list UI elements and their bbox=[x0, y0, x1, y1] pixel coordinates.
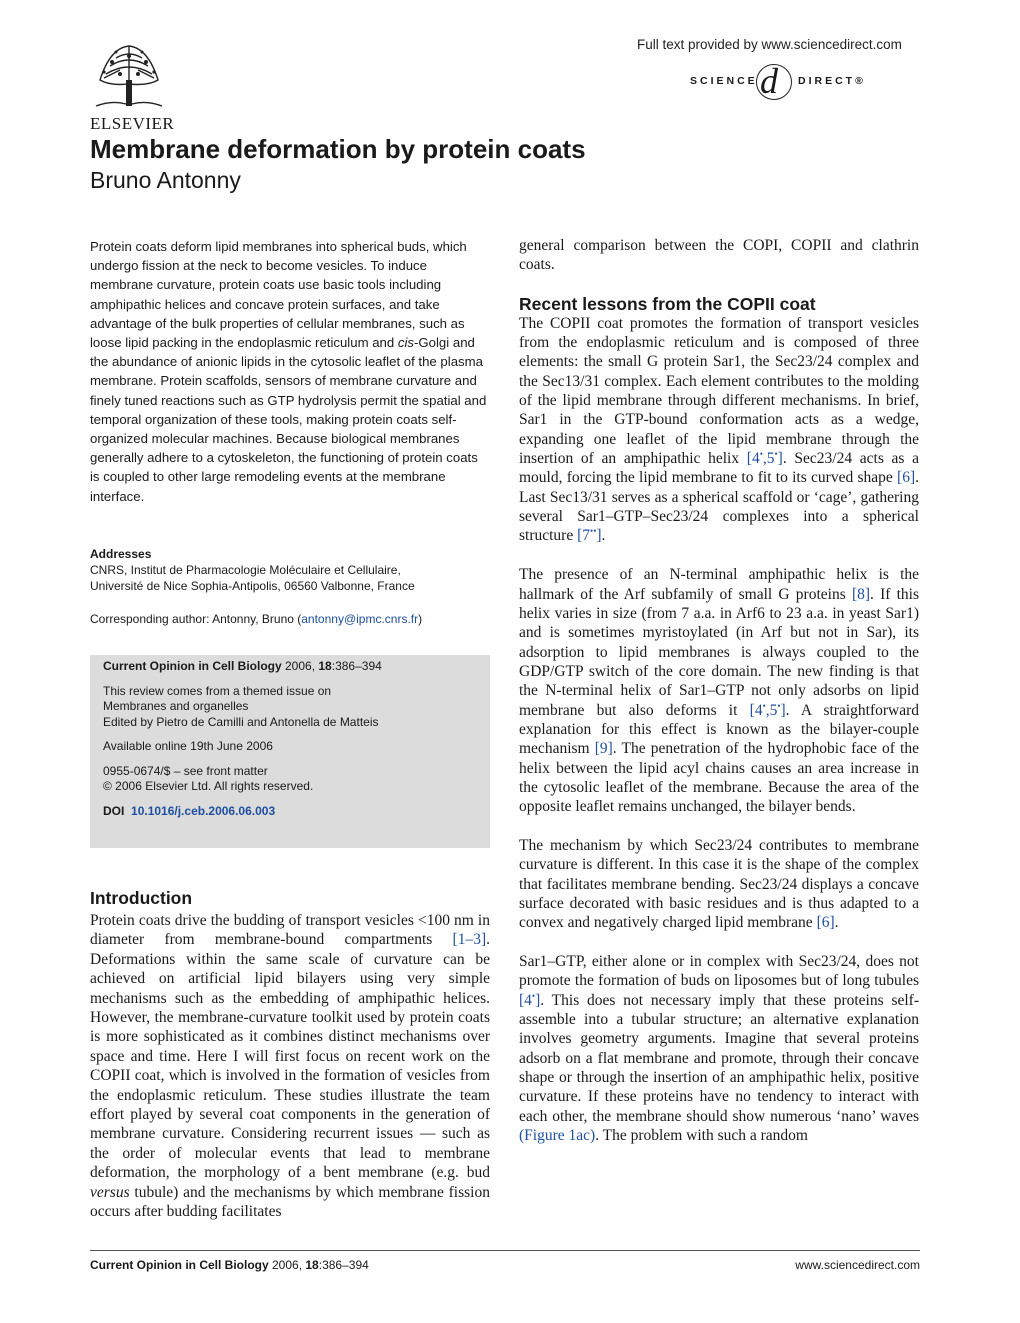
intro-text-2: . Deformations within the same scale of curvature can be achieved on artificial lipid bilayers using very simple mechanisms such as the embedding of amphipathic helices. However, the membrane-curvature toolkit used by protein coats is more sophisticated as it combines distinct mechanisms over space and time. Here I will first focus on recent work on the COPII coat, which is involved in the formation of vesicles from the endoplasmic reticulum. These studies illustrate the team effort played by several coat components in the generation of membrane curvature. Considering recurrent issues — such as the order of molecular events that lead to membrane deformation, the morphology of a bent membrane (e.g. bud bbox=[90, 931, 490, 1182]
full-text-provided-by: Full text provided by www.sciencedirect.com bbox=[637, 37, 902, 52]
intro-versus: versus bbox=[90, 1183, 130, 1201]
copii-p2-text-3: . A straightforward explanation for this effect is known as the bilayer-couple mechanism bbox=[519, 701, 919, 758]
sd-logo-science: SCIENCE bbox=[690, 75, 758, 87]
copii-p4-text-3: . The problem with such a random bbox=[595, 1127, 808, 1145]
sd-logo-d: d bbox=[760, 61, 778, 101]
issn: 0955-0674/$ – see front matter bbox=[103, 763, 268, 778]
sciencedirect-logo bbox=[690, 61, 920, 101]
introduction-text bbox=[90, 911, 490, 1222]
copyright-block bbox=[103, 764, 490, 795]
article-author: Bruno Antonny bbox=[90, 167, 241, 193]
ref-link-6[interactable]: [6] bbox=[897, 469, 916, 487]
address-line-1: CNRS, Institut de Pharmacologie Moléculaire et Cellulaire, bbox=[90, 563, 401, 577]
ref-link-7[interactable]: [7••] bbox=[577, 526, 602, 545]
paragraph-gap bbox=[519, 546, 919, 565]
corresponding-author bbox=[90, 611, 490, 627]
copii-heading: Recent lessons from the COPII coat bbox=[519, 293, 816, 314]
corresponding-prefix: Corresponding author: Antonny, Bruno ( bbox=[90, 612, 302, 626]
ref-link-4-5-b[interactable]: [4•,5•] bbox=[749, 700, 786, 719]
copii-paragraph-1 bbox=[519, 314, 919, 546]
copii-p2-text-1: The presence of an N-terminal amphipathic helix is the hallmark of the Arf subfamily of small G proteins bbox=[519, 566, 919, 603]
doi-link[interactable]: 10.1016/j.ceb.2006.06.003 bbox=[131, 803, 276, 818]
themed-issue-editors: Edited by Pietro de Camilli and Antonella de Matteis bbox=[103, 714, 379, 729]
abstract-cis: cis bbox=[397, 335, 415, 351]
right-column bbox=[519, 236, 919, 1145]
elsevier-wordmark: ELSEVIER bbox=[90, 114, 175, 133]
themed-issue bbox=[103, 684, 490, 731]
copii-p2-text-4: . The penetration of the hydrophobic face of the helix between the lipid acyl chains causes an area increase in the cytosolic leaflet of the membrane. Because the area of the opposite leaflet remains unchanged, the bilayer bends. bbox=[519, 740, 919, 816]
article-info-box bbox=[90, 655, 490, 848]
copii-p1-text-1: The COPII coat promotes the formation of transport vesicles from the endoplasmic reticulum and is composed of three elements: the small G protein Sar1, the Sec23/24 complex and the Sec13/31 complex. Each element contributes to the molding of the lipid membrane through different mechanisms. In brief, Sar1 in the GTP-bound conformation acts as a wedge, expanding one leaflet of the lipid membrane through the insertion of an amphipathic helix bbox=[519, 314, 919, 468]
journal-year: 2006, bbox=[281, 659, 319, 673]
footer-citation bbox=[90, 1258, 369, 1272]
intro-continuation: general comparison between the COPI, COPII and clathrin coats. bbox=[519, 237, 919, 274]
addresses-heading: Addresses bbox=[90, 547, 152, 561]
copii-p1-text-2: . Sec23/24 acts as a mould, forcing the lipid membrane to fit to its curved shape bbox=[519, 450, 920, 487]
sd-logo-direct: DIRECT® bbox=[798, 75, 866, 87]
intro-text-3: tubule) and the mechanisms by which membrane fission occurs after budding facilitates bbox=[90, 1183, 490, 1221]
address-line-2: Université de Nice Sophia-Antipolis, 06560 Valbonne, France bbox=[90, 579, 415, 593]
footer-pages: :386–394 bbox=[318, 1258, 369, 1272]
ref-link-9[interactable]: [9] bbox=[594, 740, 613, 758]
copii-paragraph-4 bbox=[519, 952, 919, 1145]
ref-link-1-3[interactable]: [1–3] bbox=[452, 931, 487, 949]
journal-citation bbox=[103, 659, 490, 675]
article-title: Membrane deformation by protein coats bbox=[90, 134, 586, 164]
abstract bbox=[90, 237, 490, 506]
ref-link-8[interactable]: [8] bbox=[851, 585, 871, 603]
footer-journal: Current Opinion in Cell Biology bbox=[90, 1258, 269, 1272]
journal-pages: :386–394 bbox=[331, 659, 382, 673]
journal-volume: 18 bbox=[318, 659, 332, 673]
doi-label: DOI bbox=[103, 803, 125, 818]
author-email-link[interactable]: antonny@ipmc.cnrs.fr bbox=[301, 612, 419, 626]
copii-p1-text-4: . bbox=[601, 527, 606, 545]
footer-website: www.sciencedirect.com bbox=[795, 1258, 920, 1272]
footer-rule bbox=[90, 1250, 920, 1251]
copii-paragraph-2 bbox=[519, 565, 919, 816]
elsevier-tree-icon bbox=[90, 40, 168, 112]
doi-line bbox=[103, 804, 490, 820]
paragraph-gap bbox=[519, 817, 919, 836]
copii-p4-text-2: . This does not necessary imply that these proteins self-assemble into a tubular structure; an alternative explanation involves geometry arguments. Imagine that several proteins adsorb on a flat membrane and promote, through their concave shape or through the insertion of an amphipathic helix, positive curvature. If these proteins have no tendency to interact with each other, the membrane should show numerous ‘nano’ waves bbox=[519, 991, 919, 1125]
copii-p1-text-3: . Last Sec13/31 serves as a spherical scaffold or ‘cage’, gathering several Sar1–GTP–Sec23/24 complexes into a spherical structure bbox=[519, 469, 919, 545]
themed-issue-line-1: This review comes from a themed issue on bbox=[103, 683, 332, 698]
footer-year: 2006, bbox=[268, 1258, 306, 1272]
abstract-text-1: Protein coats deform lipid membranes into spherical buds, which undergo fission at the neck to become vesicles. To induce membrane curvature, protein coats use basic tools including amphipathic helices and concave protein surfaces, and take advantage of the bulk properties of cellular membranes, such as loose lipid packing in the endoplasmic reticulum and bbox=[90, 239, 467, 351]
journal-name: Current Opinion in Cell Biology bbox=[103, 659, 282, 673]
intro-text-1: Protein coats drive the budding of transport vesicles <100 nm in diameter from membrane-bound compartments bbox=[90, 912, 490, 949]
paragraph-gap bbox=[519, 933, 919, 952]
copii-p2-text-2: . If this helix varies in size (from 7 a.a. in Arf6 to 23 a.a. in yeast Sar1) and is sometimes myristoylated (in Arf but not in Sar), its adsorption to lipid membranes is always coupled to the GDP/GTP switch of the core domain. The new finding is that the N-terminal helix of Sar1–GTP not only adsorbs on lipid membrane but also deforms it bbox=[519, 585, 920, 719]
introduction-heading: Introduction bbox=[90, 888, 193, 908]
abstract-text-2: -Golgi and the abundance of anionic lipids in the cytosolic leaflet of the plasma membrane. Protein scaffolds, sensors of membrane curvature and finely tuned reactions such as GTP hydrolysis permit the spatial and temporal organization of these tools, making protein coats self-organized molecular machines. Because biological membranes generally adhere to a cytoskeleton, the functioning of protein coats is coupled to other large remodeling events at the membrane interface. bbox=[90, 335, 487, 504]
themed-issue-line-2: Membranes and organelles bbox=[103, 699, 249, 713]
ref-link-4[interactable]: [4•] bbox=[519, 990, 541, 1009]
copyright: © 2006 Elsevier Ltd. All rights reserved. bbox=[103, 779, 314, 793]
ref-link-6-b[interactable]: [6] bbox=[816, 914, 835, 932]
ref-link-4-5[interactable]: [4•,5•] bbox=[746, 448, 783, 468]
addresses bbox=[90, 546, 490, 594]
footer-volume: 18 bbox=[305, 1258, 319, 1272]
copii-paragraph-3 bbox=[519, 836, 919, 933]
copii-p3-text-2: . bbox=[834, 914, 839, 932]
available-online: Available online 19th June 2006 bbox=[103, 739, 273, 753]
figure-1ac-link[interactable]: (Figure 1ac) bbox=[519, 1127, 596, 1145]
copii-p3-text-1: The mechanism by which Sec23/24 contributes to membrane curvature is different. In this case it is the shape of the complex that facilitates membrane bending. Sec23/24 displays a concave surface decorated with basic residues and is thus adapted to a convex and negatively charged lipid membrane bbox=[519, 836, 919, 932]
elsevier-logo bbox=[90, 40, 175, 134]
corresponding-suffix: ) bbox=[418, 612, 423, 626]
copii-p4-text-1: Sar1–GTP, either alone or in complex with Sec23/24, does not promote the formation of buds on liposomes but of long tubules bbox=[519, 953, 919, 990]
